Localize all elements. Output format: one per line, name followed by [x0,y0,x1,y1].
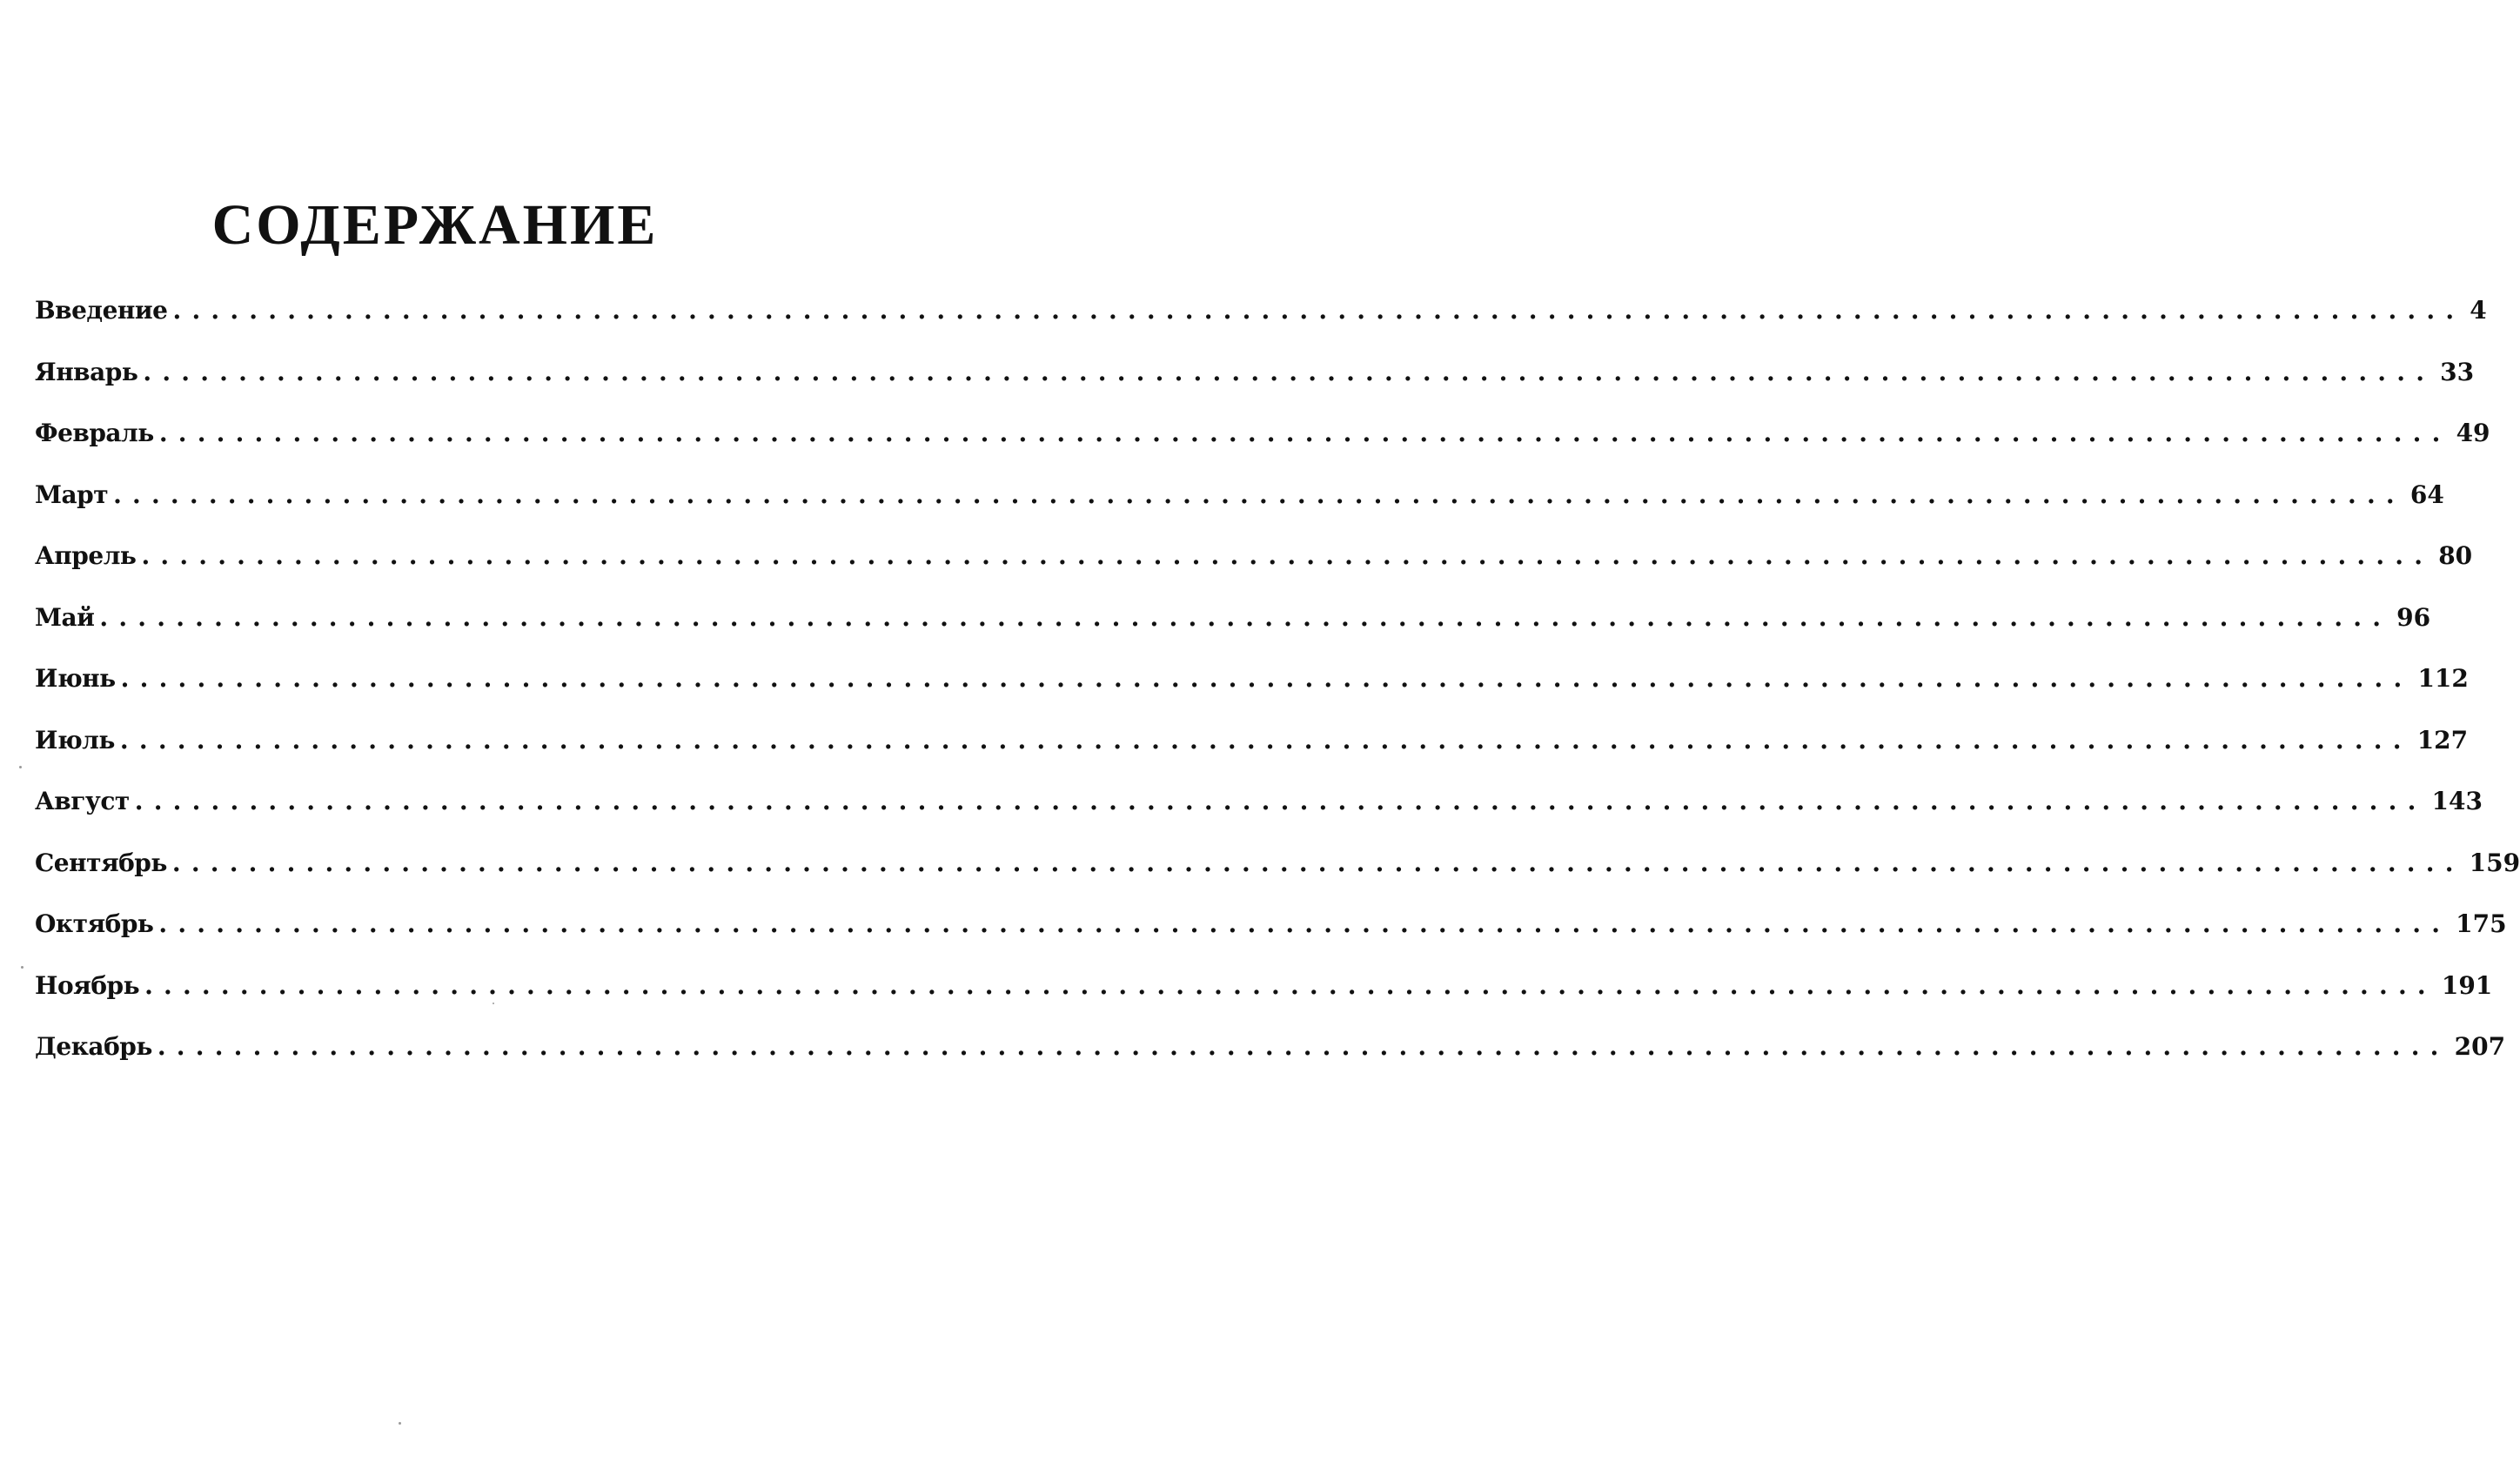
dot-leader: ........................................................................................................................ [171,848,2464,877]
toc-entry-title: Январь [35,357,138,386]
toc-entry [35,1031,2506,1093]
toc-entry [35,357,2475,419]
toc-entry-title: Октябрь [35,909,154,938]
toc-entry-title: Апрель [35,541,137,570]
scan-speck [19,766,22,768]
toc-entry [35,663,2469,725]
page-title: СОДЕРЖАНИЕ [211,193,659,258]
dot-leader: ........................................................................................................................ [158,419,2451,447]
toc-entry-page: 4 [2470,296,2487,325]
scan-speck [493,1003,494,1004]
dot-leader: ........................................................................................................................ [143,357,2436,386]
toc-entry-title: Введение [35,296,168,325]
toc-entry-page: 112 [2417,664,2469,693]
scan-speck [399,1422,401,1425]
toc-entry-page: 96 [2396,602,2431,632]
toc-entry-page: 207 [2454,1032,2506,1061]
toc-entry-page: 143 [2431,787,2483,815]
dot-leader: ........................................................................................................................ [144,970,2436,1000]
toc-entry-title: Март [35,480,109,509]
toc-entry [35,970,2493,1032]
toc-entry [35,725,2469,787]
toc-entry [35,418,2490,480]
toc-entry-page: 191 [2441,970,2493,1000]
dot-leader: ........................................................................................................................ [120,664,2413,693]
dot-leader: ........................................................................................................................ [134,787,2427,815]
toc-entry [35,909,2507,970]
toc-entry-page: 49 [2456,419,2490,447]
toc-entry [35,295,2487,357]
toc-entry [35,540,2473,602]
toc-entry-title: Ноябрь [35,970,140,1000]
dot-leader: ........................................................................................................................ [113,480,2405,509]
toc-entry-page: 159 [2469,848,2520,877]
scan-speck [21,966,23,969]
toc-entry-title: Май [35,602,95,632]
toc-entry [35,786,2483,848]
table-of-contents [35,295,2520,1093]
dot-leader: ........................................................................................................................ [119,725,2412,755]
toc-entry [35,602,2431,664]
dot-leader: ........................................................................................................................ [99,602,2392,632]
toc-entry [35,480,2444,541]
toc-entry-title: Февраль [35,419,154,447]
toc-entry-title: Июнь [35,664,116,693]
toc-entry-page: 33 [2440,357,2475,386]
dot-leader: ........................................................................................................................ [141,541,2434,570]
toc-entry [35,848,2520,909]
toc-entry-title: Сентябрь [35,848,167,877]
toc-entry-title: Декабрь [35,1032,152,1061]
dot-leader: ........................................................................................................................ [172,296,2465,325]
toc-entry-page: 80 [2438,541,2473,570]
toc-entry-page: 64 [2409,480,2444,509]
dot-leader: ........................................................................................................................ [157,1032,2450,1061]
toc-entry-title: Июль [35,725,115,755]
toc-entry-page: 127 [2416,725,2469,755]
dot-leader: ........................................................................................................................ [158,909,2451,938]
toc-entry-page: 175 [2456,909,2507,938]
toc-entry-title: Август [35,787,130,815]
